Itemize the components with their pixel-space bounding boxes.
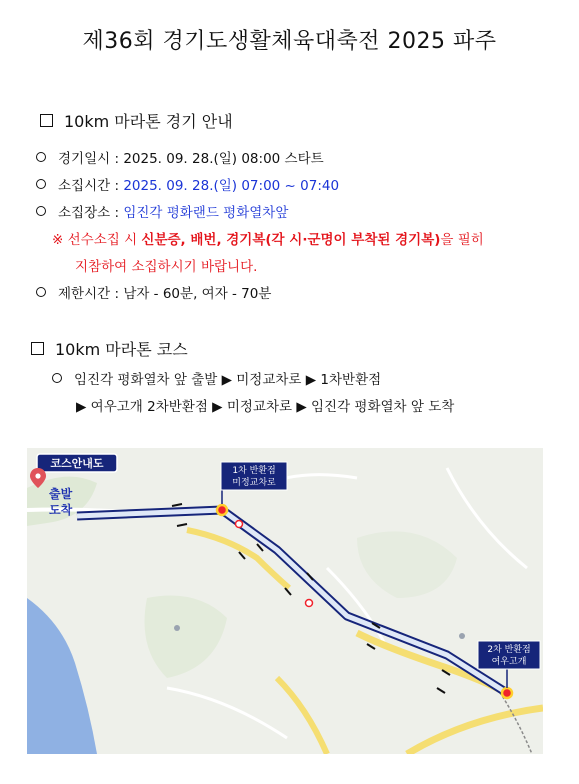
course-line-2: ▶ 여우고개 2차반환점 ▶ 미정교차로 ▶ 임진각 평화열차 앞 도착 bbox=[76, 399, 455, 415]
start-pin-dot bbox=[35, 473, 40, 478]
turnaround-2-marker bbox=[502, 688, 512, 698]
poi-marker bbox=[306, 600, 313, 607]
guide-heading: 10km 마라톤 경기 안내 bbox=[40, 109, 233, 132]
circle-bullet-icon bbox=[36, 152, 46, 162]
poi-marker bbox=[236, 521, 243, 528]
info-row-time-limit: 제한시간 : 남자 - 60분, 여자 - 70분 bbox=[36, 282, 271, 302]
notice-line-2: 지참하여 소집하시기 바랍니다. bbox=[75, 259, 258, 275]
map-land bbox=[27, 448, 543, 754]
callout-1-line2: 미정교차로 bbox=[232, 478, 276, 488]
info-row-date: 경기일시 : 2025. 09. 28.(일) 08:00 스타트 bbox=[36, 147, 324, 167]
turnaround-1-marker bbox=[217, 505, 227, 515]
callout-2-line1: 2차 반환점 bbox=[487, 645, 531, 655]
circle-bullet-icon bbox=[36, 287, 46, 297]
course-heading: 10km 마라톤 코스 bbox=[31, 337, 188, 360]
course-map-svg bbox=[27, 448, 543, 754]
poi-marker bbox=[459, 633, 465, 639]
circle-bullet-icon bbox=[52, 373, 62, 383]
info-row-assembly-place: 소집장소 : 임진각 평화랜드 평화열차앞 bbox=[36, 201, 288, 221]
course-map bbox=[27, 448, 543, 754]
start-label: 출발 bbox=[49, 487, 73, 501]
map-badge-text: 코스안내도 bbox=[50, 457, 104, 470]
circle-bullet-icon bbox=[36, 206, 46, 216]
course-line-1: 임진각 평화열차 앞 출발 ▶ 미정교차로 ▶ 1차반환점 bbox=[52, 368, 381, 388]
finish-label: 도착 bbox=[49, 503, 73, 517]
poi-marker bbox=[174, 625, 180, 631]
page-title: 제36회 경기도생활체육대축전 2025 파주 bbox=[82, 29, 497, 54]
callout-2-line2: 여우고개 bbox=[491, 657, 527, 667]
notice-line-1: ※ 선수소집 시 신분증, 배번, 경기복(각 시·군명이 부착된 경기복)을 필히 bbox=[52, 232, 484, 248]
checkbox-square-icon bbox=[31, 342, 44, 355]
callout-1-line1: 1차 반환점 bbox=[232, 466, 276, 476]
info-row-assembly-time: 소집시간 : 2025. 09. 28.(일) 07:00 ~ 07:40 bbox=[36, 174, 339, 194]
checkbox-square-icon bbox=[40, 114, 53, 127]
circle-bullet-icon bbox=[36, 179, 46, 189]
